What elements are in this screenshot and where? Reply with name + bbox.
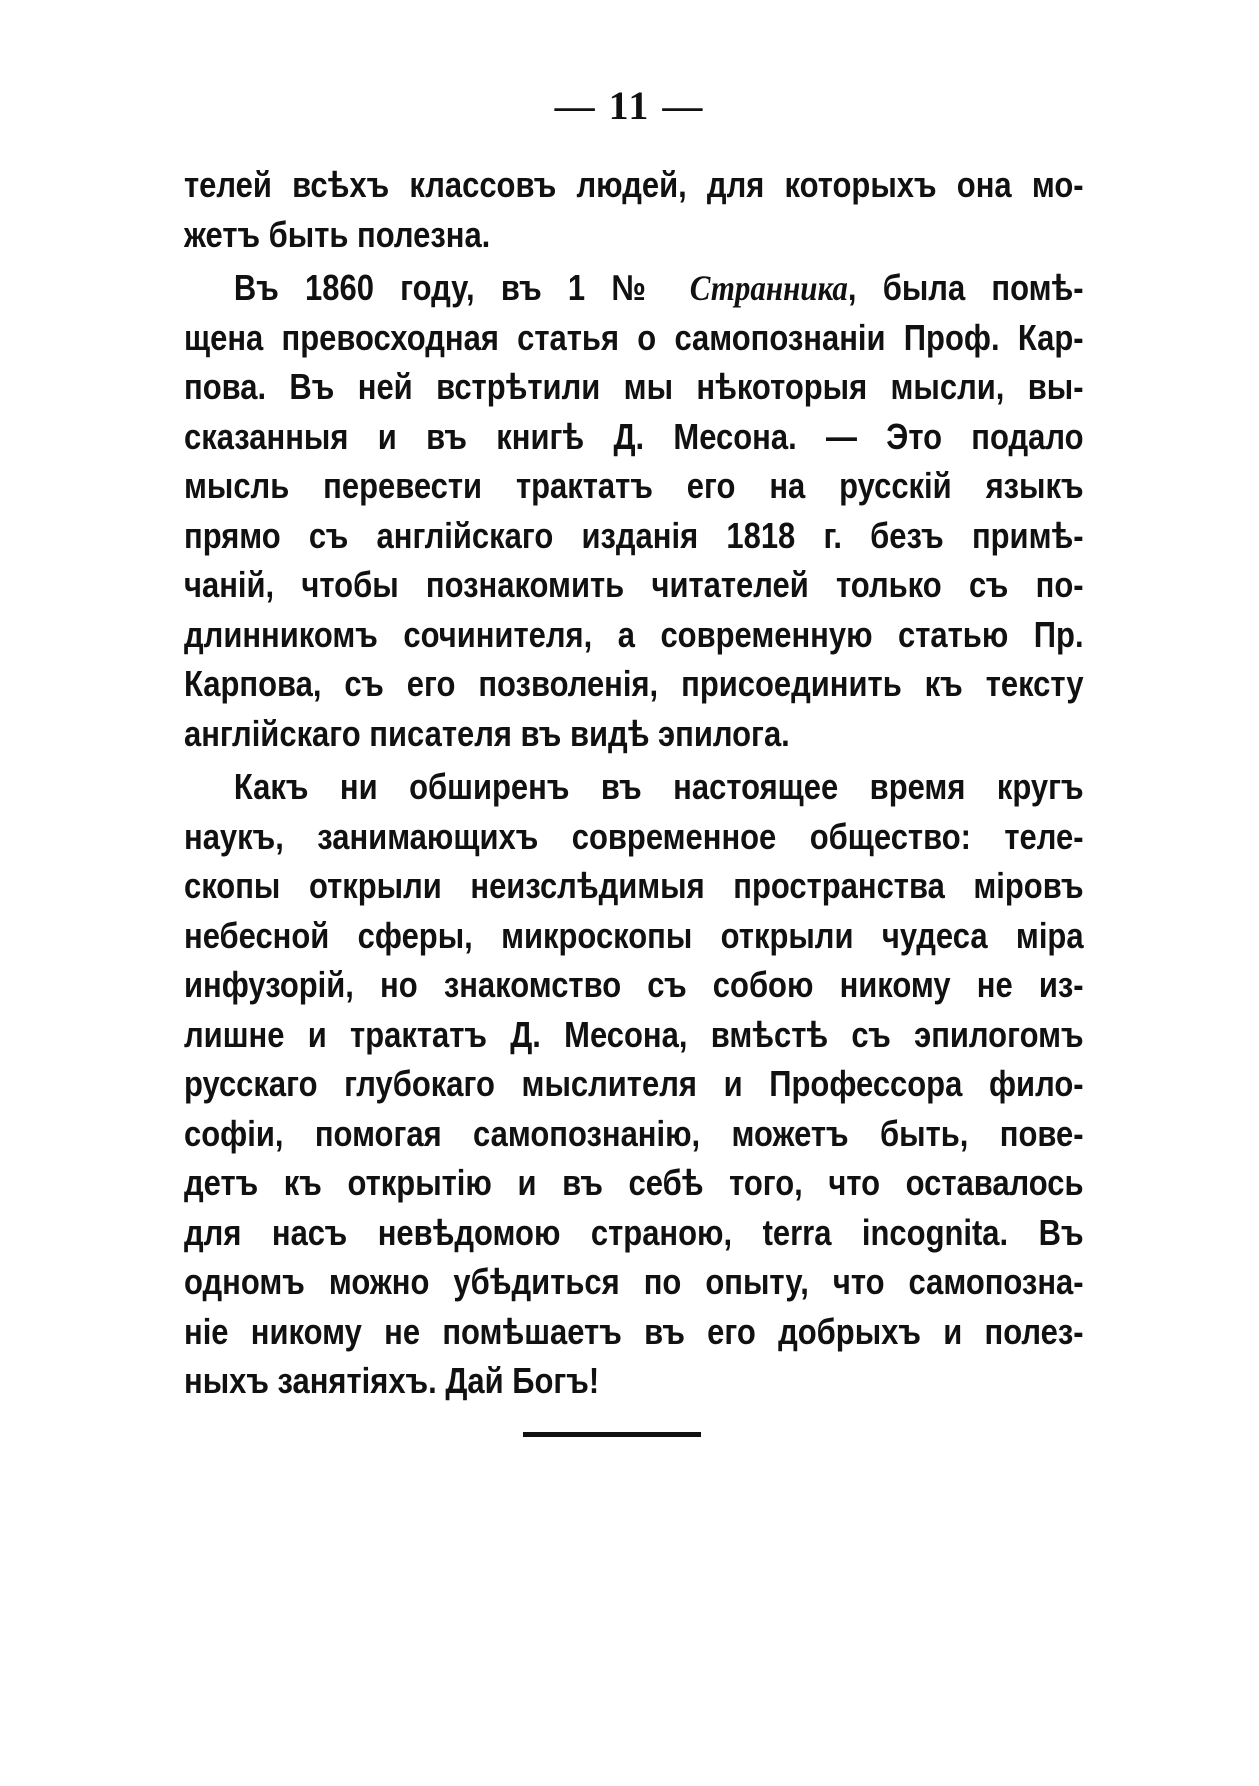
text-line: наукъ, занимающихъ современное общество: теле- xyxy=(184,815,1084,857)
text-line: русскаго глубокаго мыслителя и Профессора фило- xyxy=(184,1063,1084,1104)
text-line: прямо съ англійскаго изданія 1818 г. безъ примѣ- xyxy=(184,514,1084,556)
text-line: детъ къ открытію и въ себѣ того, что оставалось xyxy=(184,1162,1084,1203)
text-line: щена превосходная статья о самопознаніи Проф. Кар- xyxy=(184,316,1084,358)
text-line: Карпова, съ его позволенія, присоединить къ тексту xyxy=(184,663,1084,704)
text-line: мысль перевести трактатъ его на русскій языкъ xyxy=(184,465,1084,506)
text-line: ныхъ занятіяхъ. Дай Богъ! xyxy=(184,1360,600,1401)
text-line: пова. Въ ней встрѣтили мы нѣкоторыя мысли, вы- xyxy=(184,366,1084,407)
text-line: чаній, чтобы познакомить читателей только съ по- xyxy=(184,564,1084,605)
text-line: жетъ быть полезна. xyxy=(184,213,491,255)
text-line: для насъ невѣдомою страною, terra incognita. Въ xyxy=(184,1211,1084,1253)
text-line: англійскаго писателя въ видѣ эпилога. xyxy=(184,712,790,754)
text-line: инфузорій, но знакомство съ собою никому не из- xyxy=(184,964,1084,1005)
text-line xyxy=(184,263,1084,313)
text-line: небесной сферы, микроскопы открыли чудеса міра xyxy=(184,914,1084,956)
text-segment: , была помѣ- xyxy=(847,267,1084,308)
body-text xyxy=(184,160,1084,1406)
text-segment: Въ 1860 году, въ 1 № xyxy=(233,267,690,308)
page-number: — 11 — xyxy=(554,83,705,128)
text-line: ніе никому не помѣшаетъ въ его добрыхъ и полез- xyxy=(184,1310,1084,1352)
text-line: длинникомъ сочинителя, а современную статью Пр. xyxy=(184,613,1084,655)
text-line: лишне и трактатъ Д. Месона, вмѣстѣ съ эпилогомъ xyxy=(184,1013,1084,1055)
text-line: одномъ можно убѣдиться по опыту, что самопозна- xyxy=(184,1261,1084,1302)
text-line: телей всѣхъ классовъ людей, для которыхъ она мо- xyxy=(184,164,1084,205)
text-line: софіи, помогая самопознанію, можетъ быть, пове- xyxy=(184,1112,1084,1154)
closing-rule xyxy=(523,1432,701,1437)
text-line: сказанныя и въ книгѣ Д. Месона. — Это подало xyxy=(184,415,1084,457)
text-line: Какъ ни обширенъ въ настоящее время кругъ xyxy=(233,766,1084,807)
text-line: скопы открыли неизслѣдимыя пространства міровъ xyxy=(184,865,1084,906)
journal-title: Странника xyxy=(689,268,848,308)
